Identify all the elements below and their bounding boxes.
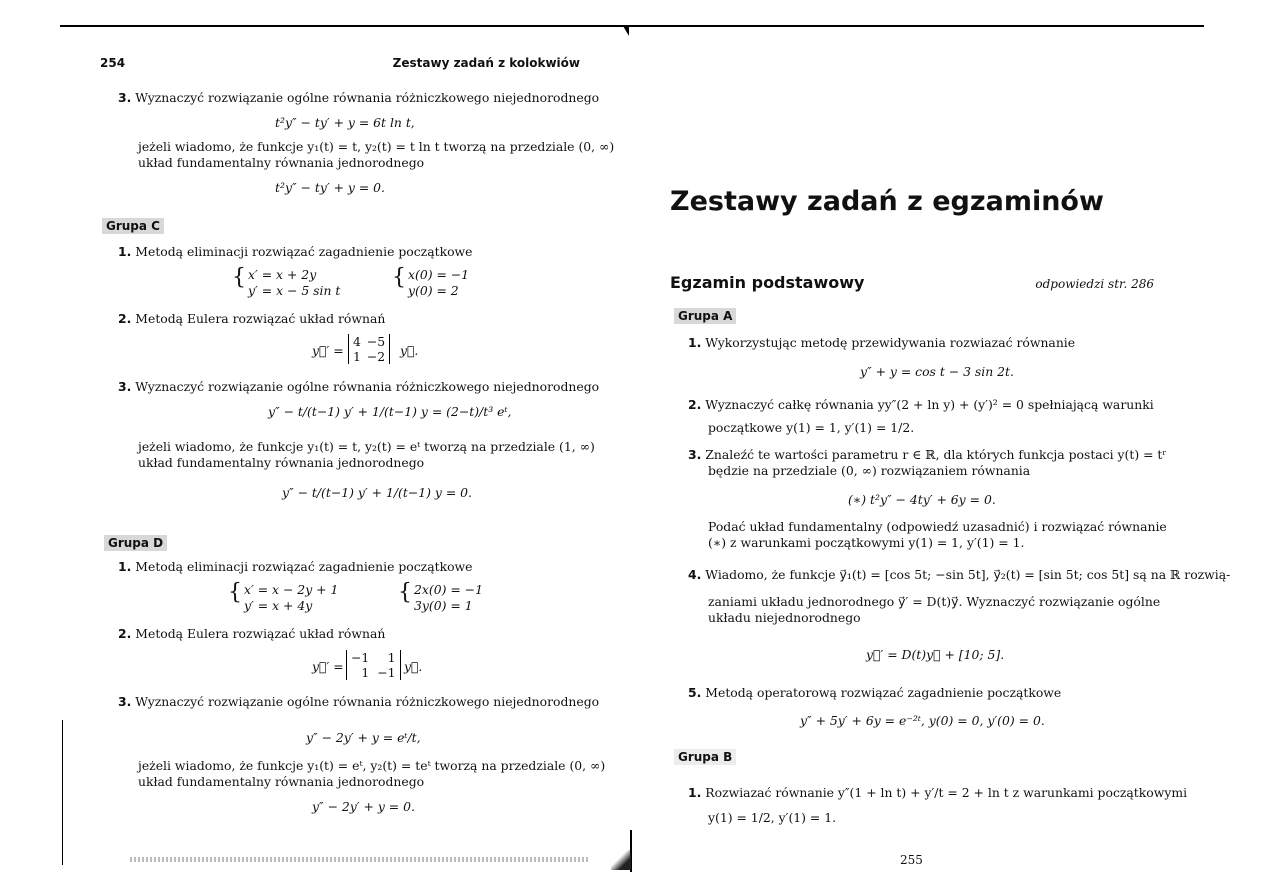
- c-task-1-prompt: 1. Metodą eliminacji rozwiązać zagadnienie początkowe: [118, 244, 473, 259]
- answers-reference: odpowiedzi str. 286: [1035, 277, 1154, 291]
- group-b-heading: Grupa B: [674, 749, 736, 765]
- page-number: 255: [900, 853, 923, 867]
- b-task-1-conditions: y(1) = 1/2, y′(1) = 1.: [708, 810, 837, 825]
- group-a-heading: Grupa A: [674, 308, 736, 324]
- a-task-2-conditions: początkowe y(1) = 1, y′(1) = 1/2.: [708, 420, 915, 435]
- a-task-1-equation: y″ + y = cos t − 3 sin 2t.: [860, 364, 1014, 379]
- group-d-heading: Grupa D: [104, 535, 167, 551]
- c-task-3-homog-eq: y″ − t/(t−1) y′ + 1/(t−1) y = 0.: [282, 485, 472, 500]
- a-task-3-equation: (∗) t²y″ − 4ty′ + 6y = 0.: [848, 492, 996, 507]
- d-ic-line-1: 2x(0) = −1: [414, 582, 483, 597]
- d-task-3-equation: y″ − 2y′ + y = eᵗ/t,: [306, 730, 421, 745]
- brace: {: [228, 580, 242, 605]
- task-3-condition-2: układ fundamentalny równania jednorodnego: [138, 155, 425, 170]
- c-task-3-condition-2: układ fundamentalny równania jednorodnego: [138, 455, 425, 470]
- c-euler-lhs: y⃗′ =: [312, 343, 344, 358]
- c-task-2-prompt: 2. Metodą Eulera rozwiązać układ równań: [118, 311, 386, 326]
- c-task-3-equation: y″ − t/(t−1) y′ + 1/(t−1) y = (2−t)/t³ eᵗ,: [268, 404, 512, 419]
- a-task-4-line-2: zaniami układu jednorodnego y⃗′ = D(t)y⃗. Wyznaczyć rozwiązanie ogólne: [708, 594, 1161, 609]
- c-system-line-1: x′ = x + 2y: [248, 267, 317, 282]
- a-task-5-prompt: 5. Metodą operatorową rozwiązać zagadnienie początkowe: [688, 685, 1062, 700]
- a-task-5-equation: y″ + 5y′ + 6y = e⁻²ᵗ, y(0) = 0, y′(0) = 0.: [800, 713, 1045, 728]
- gutter-mark: [623, 26, 629, 36]
- task-3-condition: jeżeli wiadomo, że funkcje y₁(t) = t, y₂(t) = t ln t tworzą na przedziale (0, ∞): [138, 139, 615, 154]
- c-task-3-prompt: 3. Wyznaczyć rozwiązanie ogólne równania różniczkowego niejednorodnego: [118, 379, 600, 394]
- d-task-3-condition: jeżeli wiadomo, że funkcje y₁(t) = eᵗ, y₂(t) = teᵗ tworzą na przedziale (0, ∞): [138, 758, 606, 773]
- d-task-2-prompt: 2. Metodą Eulera rozwiązać układ równań: [118, 626, 386, 641]
- scan-shadow: [611, 850, 631, 870]
- d-task-3-prompt: 3. Wyznaczyć rozwiązanie ogólne równania różniczkowego niejednorodnego: [118, 694, 600, 709]
- chapter-title: Zestawy zadań z egzaminów: [670, 186, 1104, 217]
- b-task-1-prompt: 1. Rozwiazać równanie y″(1 + ln t) + y′/t = 2 + ln t z warunkami początkowymi: [688, 785, 1188, 800]
- d-task-3-condition-2: układ fundamentalny równania jednorodnego: [138, 774, 425, 789]
- a-task-1-prompt: 1. Wykorzystując metodę przewidywania rozwiazać równanie: [688, 335, 1076, 350]
- a-task-3-line-4: (∗) z warunkami początkowymi y(1) = 1, y′(1) = 1.: [708, 535, 1025, 550]
- a-task-2-prompt: 2. Wyznaczyć całkę równania yy″(2 + ln y) + (y′)² = 0 spełniającą warunki: [688, 397, 1154, 412]
- d-euler-lhs: y⃗′ =: [312, 659, 344, 674]
- brace: {: [398, 580, 412, 605]
- a-task-4-line-3: układu niejednorodnego: [708, 610, 861, 625]
- a-task-3-prompt: 3. Znaleźć te wartości parametru r ∈ ℝ, dla których funkcja postaci y(t) = tʳ: [688, 447, 1167, 462]
- c-task-3-condition: jeżeli wiadomo, że funkcje y₁(t) = t, y₂(t) = eᵗ tworzą na przedziale (1, ∞): [138, 439, 595, 454]
- c-ic-line-1: x(0) = −1: [408, 267, 470, 282]
- c-euler-matrix: 4 −5 1 −2: [348, 334, 390, 364]
- group-c-heading: Grupa C: [102, 218, 164, 234]
- a-task-3-line-3: Podać układ fundamentalny (odpowiedź uzasadnić) i rozwiązać równanie: [708, 519, 1167, 534]
- running-title: Zestawy zadań z kolokwiów: [392, 56, 580, 70]
- a-task-4-equation: y⃗′ = D(t)y⃗ + [10; 5].: [866, 647, 1005, 662]
- a-task-4-prompt: 4. Wiadomo, że funkcje y⃗₁(t) = [cos 5t; −sin 5t], y⃗₂(t) = [sin 5t; cos 5t] są na ℝ rozwią-: [688, 567, 1231, 582]
- task-3-equation: t²y″ − ty′ + y = 6t ln t,: [275, 115, 415, 130]
- d-task-1-prompt: 1. Metodą eliminacji rozwiązać zagadnienie początkowe: [118, 559, 473, 574]
- brace: {: [392, 265, 406, 290]
- d-task-3-homog-eq: y″ − 2y′ + y = 0.: [312, 799, 415, 814]
- task-3-homog-eq: t²y″ − ty′ + y = 0.: [275, 180, 385, 195]
- d-ic-line-2: 3y(0) = 1: [414, 598, 473, 613]
- d-system-line-1: x′ = x − 2y + 1: [244, 582, 339, 597]
- c-ic-line-2: y(0) = 2: [408, 283, 459, 298]
- d-euler-rhs: y⃗.: [404, 659, 423, 674]
- brace: {: [232, 265, 246, 290]
- task-3-prompt: 3. Wyznaczyć rozwiązanie ogólne równania różniczkowego niejednorodnego: [118, 90, 600, 105]
- c-system-line-2: y′ = x − 5 sin t: [248, 283, 341, 298]
- d-euler-matrix: −1 1 1 −1: [346, 650, 401, 680]
- c-euler-rhs: y⃗.: [400, 343, 419, 358]
- page-number: 254: [100, 56, 126, 70]
- a-task-3-line-2: będzie na przedziale (0, ∞) rozwiązaniem równania: [708, 463, 1031, 478]
- scan-edge: [62, 720, 63, 865]
- section-title: Egzamin podstawowy: [670, 273, 865, 292]
- top-rule: [60, 25, 1204, 27]
- d-system-line-2: y′ = x + 4y: [244, 598, 313, 613]
- scan-artifact: [130, 857, 590, 862]
